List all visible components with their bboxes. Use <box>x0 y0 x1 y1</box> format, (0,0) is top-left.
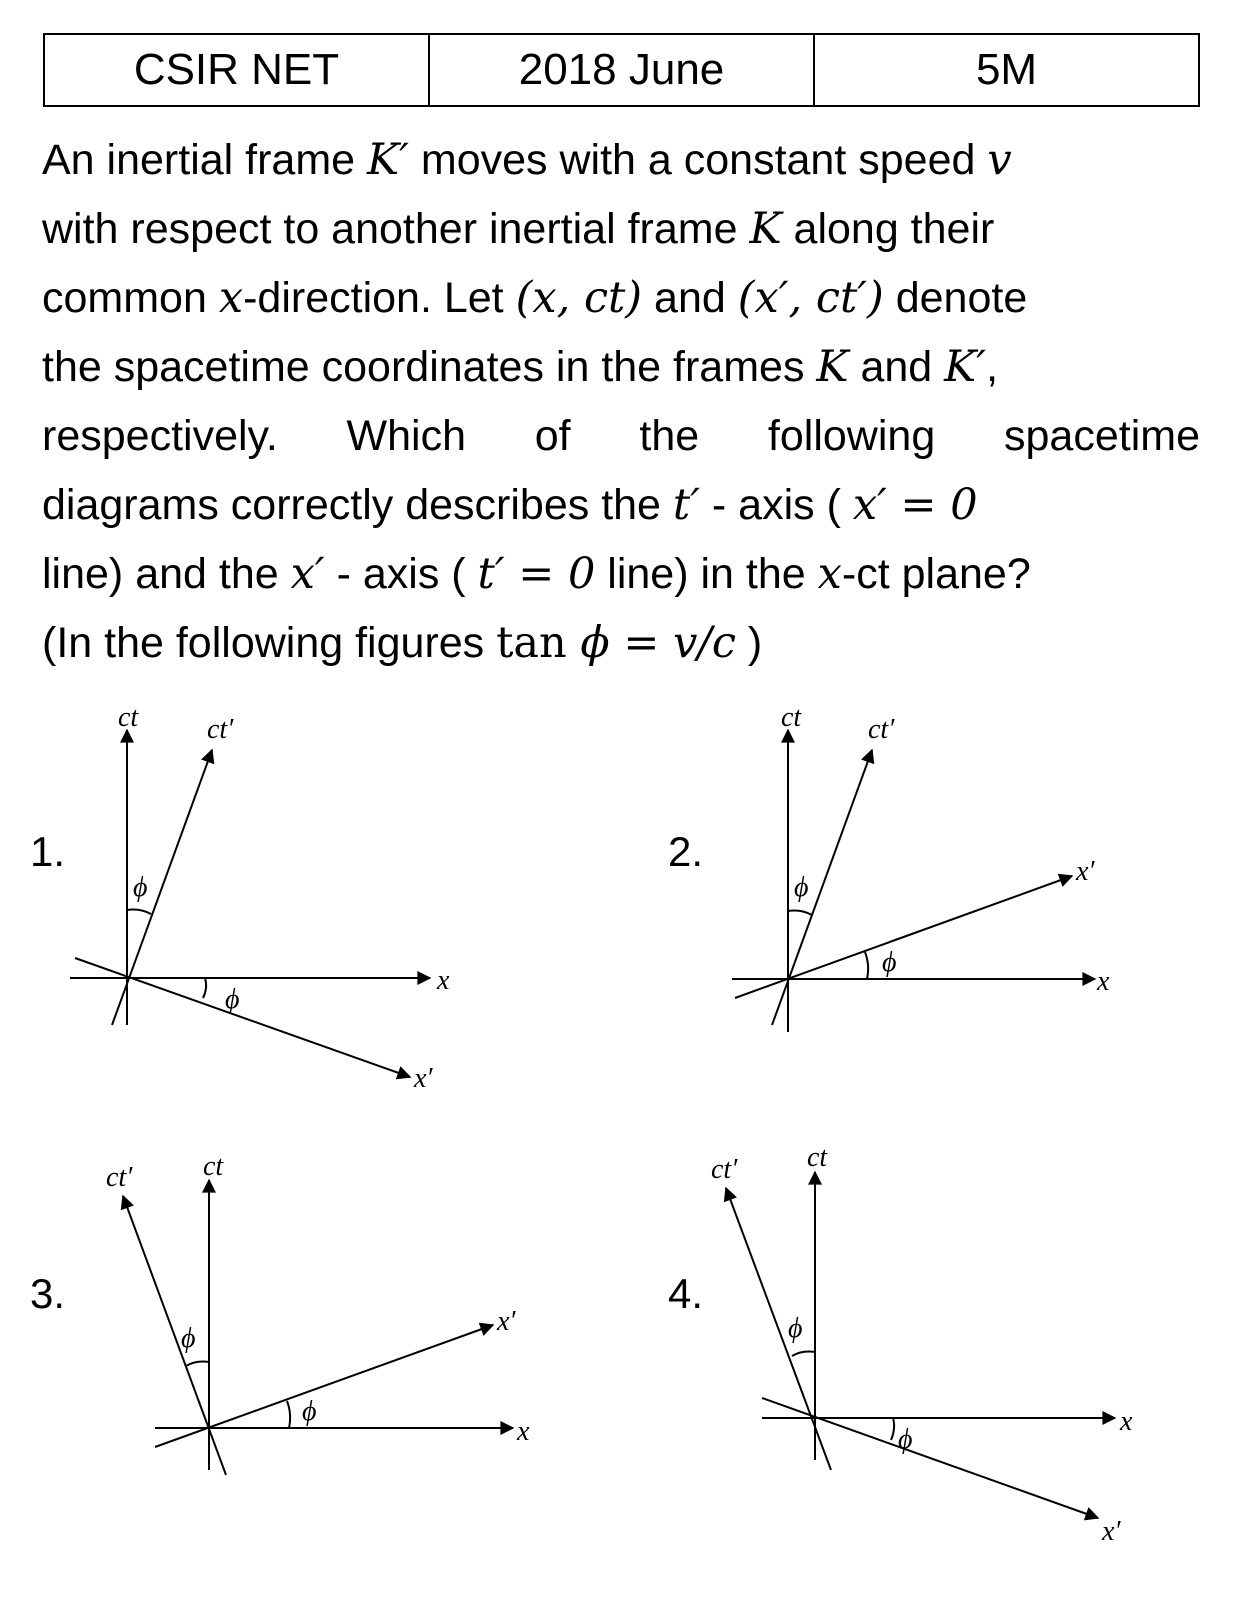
option-1-number: 1. <box>30 828 66 875</box>
x-label: x <box>1097 966 1110 997</box>
ct-prime-label: ct′ <box>868 714 895 745</box>
lower-phi-label: ϕ <box>882 947 897 978</box>
lower-phi-label: ϕ <box>225 984 240 1015</box>
x-label: x <box>437 965 450 996</box>
lower-phi-arc <box>203 978 206 998</box>
exam-name: CSIR NET <box>44 34 429 106</box>
x-prime-label: x′ <box>1102 1516 1121 1547</box>
question-line-3: common x-direction. Let (x, ct) and (x′, ct′) denote <box>42 273 1028 323</box>
question-line-7: line) and the x′ - axis ( t′ = 0 line) in the x-ct plane? <box>42 549 1031 599</box>
diagram-option-2[interactable] <box>620 690 1243 1120</box>
diagram-option-4[interactable] <box>620 1130 1243 1570</box>
x-prime-label: x′ <box>414 1063 433 1094</box>
upper-phi-label: ϕ <box>133 872 148 903</box>
question-line-8: (In the following figures tan ϕ = v/c ) <box>42 618 763 668</box>
diagram-option-3[interactable] <box>0 1130 620 1480</box>
lower-phi-arc <box>287 1401 290 1428</box>
upper-phi-arc <box>127 910 151 915</box>
option-4-number: 4. <box>668 1270 704 1317</box>
ct-label: ct <box>118 702 139 733</box>
x-prime-label: x′ <box>1076 856 1095 887</box>
option-2-number: 2. <box>668 828 704 875</box>
lower-phi-arc <box>865 952 868 979</box>
x-prime-axis <box>762 1398 1098 1518</box>
question-line-6: diagrams correctly describes the t′ - axis ( x′ = 0 <box>42 480 978 530</box>
upper-phi-label: ϕ <box>181 1323 196 1354</box>
ct-label: ct <box>781 702 802 733</box>
lower-phi-label: ϕ <box>302 1396 317 1427</box>
lower-phi-arc <box>891 1418 894 1440</box>
ct-prime-label: ct′ <box>711 1154 738 1185</box>
question-marks: 5M <box>814 34 1199 106</box>
ct-prime-label: ct′ <box>106 1162 133 1193</box>
ct-label: ct <box>203 1151 224 1182</box>
upper-phi-label: ϕ <box>794 872 809 903</box>
x-label: x <box>1120 1406 1133 1437</box>
question-line-2: with respect to another inertial frame K along their <box>42 204 995 254</box>
x-label: x <box>517 1416 530 1447</box>
ct-label: ct <box>807 1142 828 1173</box>
upper-phi-arc <box>186 1362 209 1367</box>
ct-prime-label: ct′ <box>207 714 234 745</box>
option-3-number: 3. <box>30 1270 66 1317</box>
exam-session: 2018 June <box>429 34 814 106</box>
header-table <box>43 33 1200 107</box>
upper-phi-label: ϕ <box>788 1313 803 1344</box>
question-line-4: the spacetime coordinates in the frames K and K′, <box>42 342 999 392</box>
upper-phi-arc <box>788 911 812 916</box>
x-prime-axis <box>75 958 410 1077</box>
x-prime-label: x′ <box>497 1306 516 1337</box>
question-line-1: An inertial frame K′ moves with a constant speed v <box>42 135 1012 185</box>
question-text <box>42 126 1200 678</box>
upper-phi-arc <box>792 1352 815 1357</box>
ct-prime-axis <box>123 1196 226 1475</box>
question-line-5: respectively. Which of the following spacetime <box>42 412 1200 460</box>
lower-phi-label: ϕ <box>898 1424 913 1455</box>
diagram-option-1[interactable] <box>0 690 620 1120</box>
